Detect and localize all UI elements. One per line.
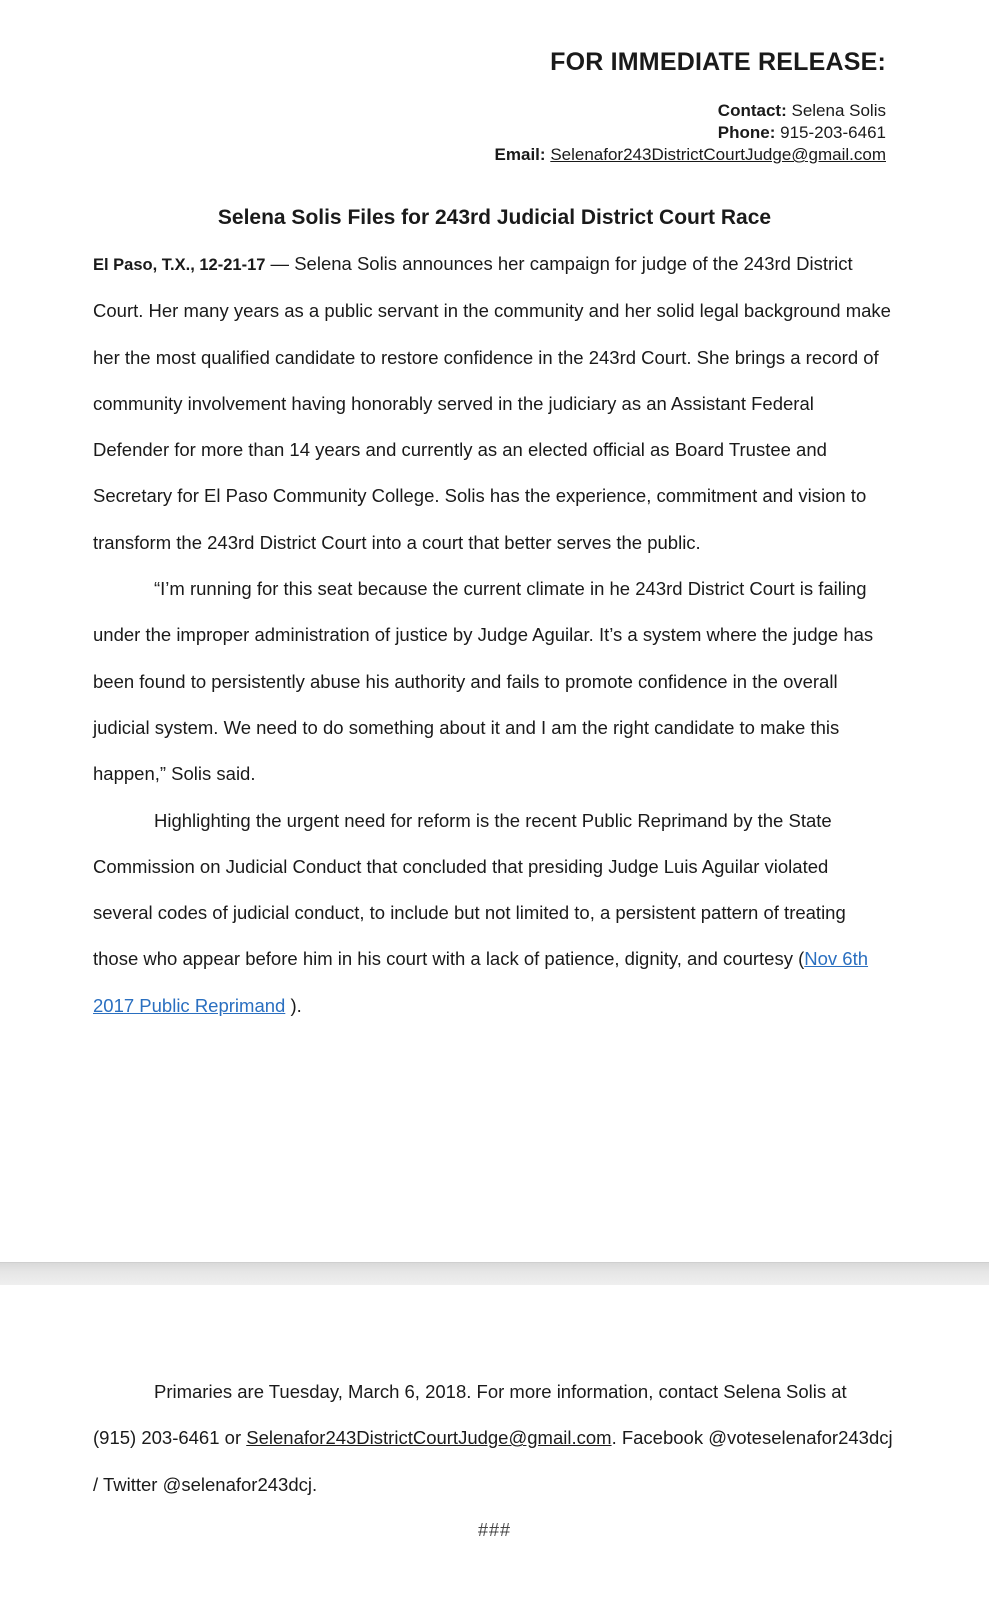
- headline: Selena Solis Files for 243rd Judicial District Court Race: [217, 206, 772, 229]
- email-link[interactable]: Selenafor243DistrictCourtJudge@gmail.com: [550, 145, 886, 164]
- paragraph-1-text: — Selena Solis announces her campaign for judge of the 243rd District Court. Her many years as a public servant in the community and her solid legal background make her the most qualified candidate to restore confidence in the 243rd Court. She brings a record of community involvement having honorably served in the judiciary as an Assistant Federal Defender for more than 14 years and currently as an elected official as Board Trustee and Secretary for El Paso Community College. Solis has the experience, commitment and vision to transform the 243rd District Court into a court that better serves the public.: [93, 253, 891, 553]
- contact-label: Contact:: [717, 101, 787, 120]
- release-heading: FOR IMMEDIATE RELEASE:: [550, 48, 886, 76]
- contact-value: Selena Solis: [791, 101, 886, 120]
- paragraph-3: [93, 798, 893, 1029]
- footer-paragraph: [93, 1369, 893, 1508]
- paragraph-3-end: ).: [285, 994, 302, 1016]
- paragraph-1: [93, 241, 893, 566]
- paragraph-3-text: Highlighting the urgent need for reform is the recent Public Reprimand by the State Commission on Judicial Conduct that concluded that presiding Judge Luis Aguilar violated several codes of judicial conduct, to include but not limited to, a persistent pattern of treating those who appear before him in his court with a lack of patience, dignity, and courtesy (: [93, 809, 846, 970]
- reprimand-link[interactable]: Nov 6th 2017 Public Reprimand: [93, 948, 869, 1016]
- paragraph-2: “I’m running for this seat because the current climate in he 243rd District Court is failing under the improper administration of justice by Judge Aguilar. It’s a system where the judge has been found to persistently abuse his authority and fails to promote confidence in the overall judicial system. We need to do something about it and I am the right candidate to make this happen,” Solis said.: [93, 578, 874, 785]
- footer-text: [93, 1369, 893, 1508]
- contact-block: [495, 100, 886, 166]
- phone-label: Phone:: [717, 123, 776, 142]
- email-line: [495, 144, 886, 166]
- article-body: [93, 241, 893, 1029]
- dateline: El Paso, T.X., 12-21-17: [93, 256, 266, 274]
- phone-value: 915-203-6461: [780, 123, 886, 142]
- footer-text-before: Primaries are Tuesday, March 6, 2018. For more information, contact Selena Solis at (915) 203-6461 or: [93, 1381, 847, 1449]
- footer-text-after: . Facebook @voteselenafor243dcj / Twitter @selenafor243dcj.: [93, 1427, 893, 1495]
- end-mark: ###: [477, 1520, 512, 1540]
- footer-email-link[interactable]: Selenafor243DistrictCourtJudge@gmail.com: [246, 1427, 612, 1449]
- contact-line: [495, 100, 886, 122]
- page-separator: [0, 1262, 989, 1286]
- email-label: Email:: [494, 145, 546, 164]
- phone-line: [495, 122, 886, 144]
